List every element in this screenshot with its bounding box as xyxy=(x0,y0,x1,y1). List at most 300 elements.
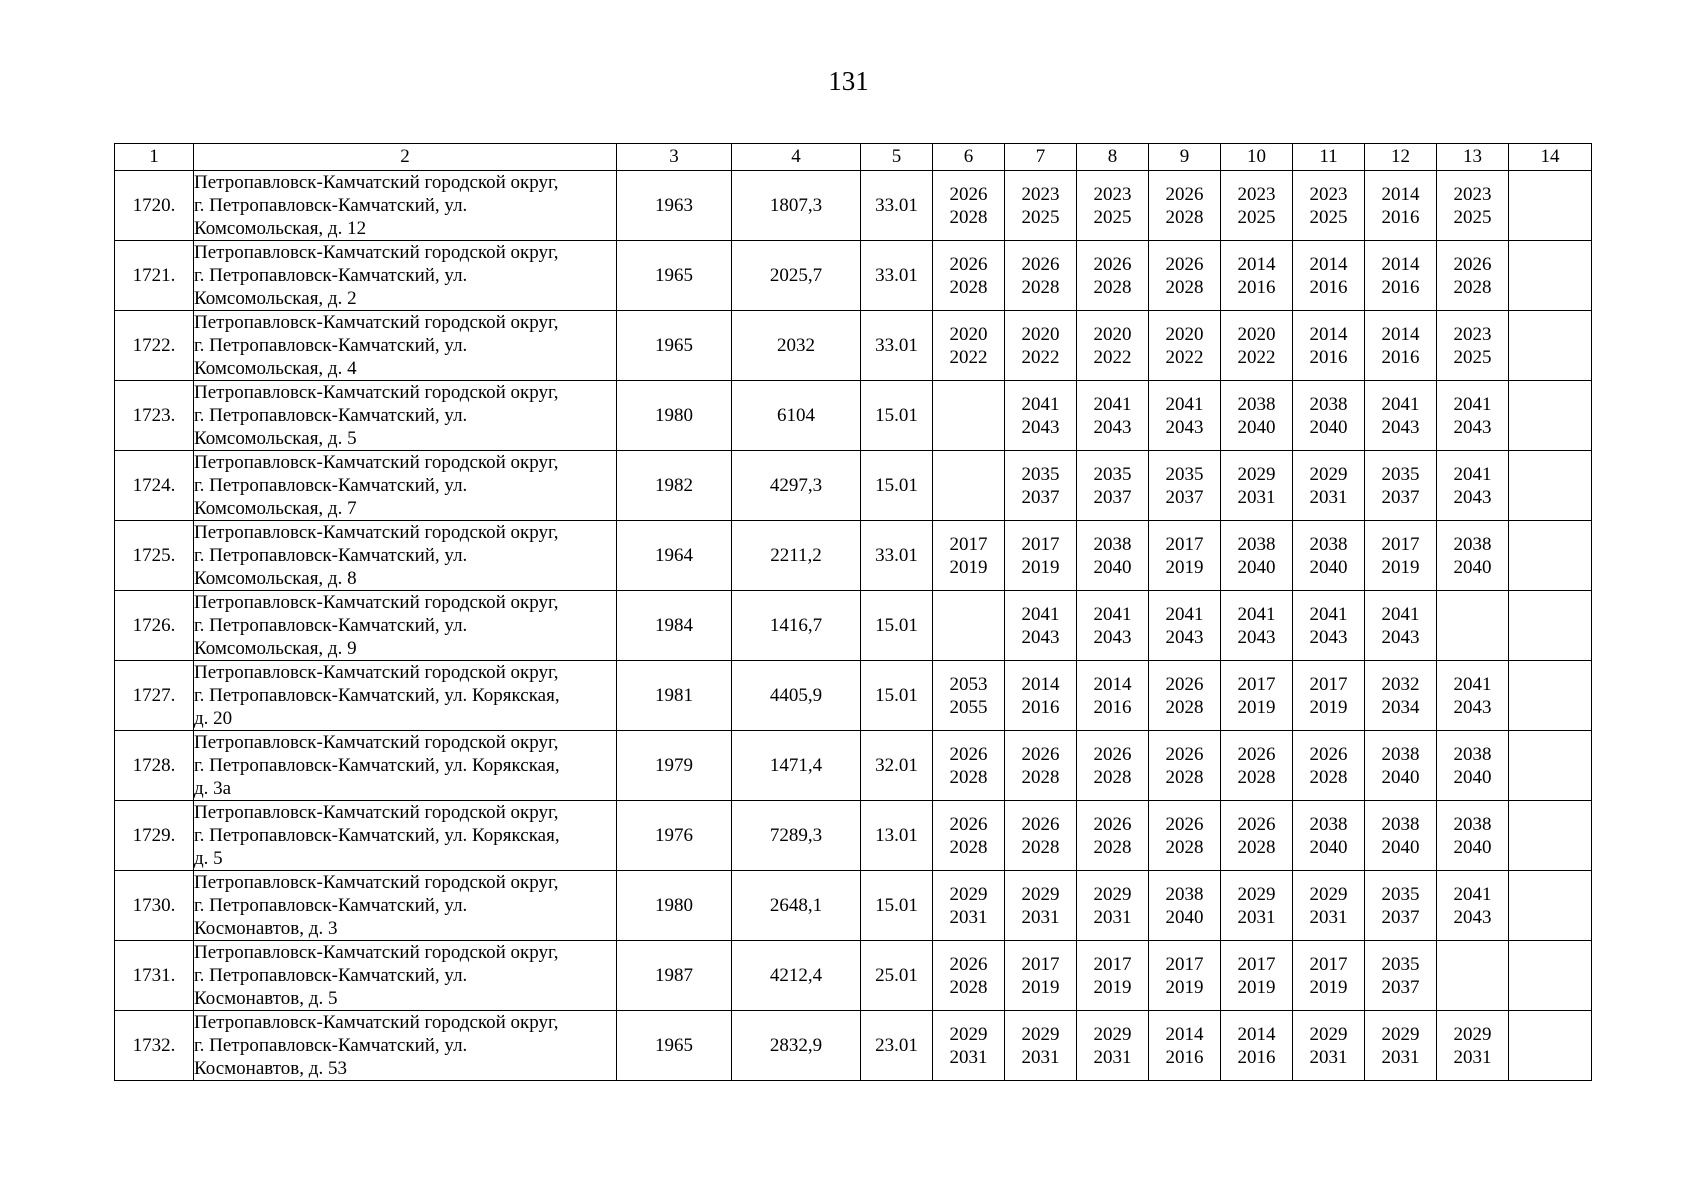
period-year: 2038 xyxy=(1093,533,1132,555)
period-cell xyxy=(1509,311,1592,381)
period-cell xyxy=(1293,171,1365,241)
period-cell xyxy=(1077,871,1149,941)
period-cell xyxy=(1077,521,1149,591)
address-line: д. 20 xyxy=(194,708,233,729)
period-cell xyxy=(1365,1011,1437,1081)
period-cell xyxy=(1365,801,1437,871)
area-cell: 1416,7 xyxy=(732,591,861,661)
period-cell xyxy=(1293,871,1365,941)
row-number-cell: 1729. xyxy=(115,801,194,871)
column-number-row xyxy=(115,144,1592,171)
period-year: 2031 xyxy=(1309,486,1348,508)
table-row xyxy=(115,731,1592,801)
address-line: Комсомольская, д. 9 xyxy=(194,638,357,659)
period-year: 2053 xyxy=(949,673,988,695)
period-year: 2026 xyxy=(1093,253,1132,275)
period-year: 2035 xyxy=(1381,883,1420,905)
area-cell: 4212,4 xyxy=(732,941,861,1011)
period-year: 2026 xyxy=(1021,813,1060,835)
period-year: 2017 xyxy=(1237,953,1276,975)
period-cell xyxy=(1437,241,1509,311)
period-year: 2028 xyxy=(1165,766,1204,788)
period-cell xyxy=(1293,451,1365,521)
period-year: 2041 xyxy=(1165,393,1204,415)
period-cell xyxy=(1149,731,1221,801)
period-year: 2019 xyxy=(1165,976,1204,998)
area-cell: 2032 xyxy=(732,311,861,381)
address-line: Космонавтов, д. 53 xyxy=(194,1058,347,1079)
period-year: 2023 xyxy=(1237,183,1276,205)
build-year-cell: 1984 xyxy=(617,591,732,661)
address-line: Космонавтов, д. 3 xyxy=(194,918,338,939)
period-cell xyxy=(1293,311,1365,381)
period-year: 2031 xyxy=(1309,906,1348,928)
code-cell: 15.01 xyxy=(861,381,933,451)
period-year: 2026 xyxy=(1165,743,1204,765)
period-year: 2022 xyxy=(949,346,988,368)
period-year: 2023 xyxy=(1309,183,1348,205)
period-year: 2029 xyxy=(1237,463,1276,485)
period-year: 2031 xyxy=(1093,906,1132,928)
period-year: 2037 xyxy=(1093,486,1132,508)
period-year: 2043 xyxy=(1093,416,1132,438)
period-year: 2026 xyxy=(1237,813,1276,835)
table-row xyxy=(115,381,1592,451)
period-cell xyxy=(1509,171,1592,241)
period-year: 2026 xyxy=(949,743,988,765)
period-cell xyxy=(1221,941,1293,1011)
period-year: 2026 xyxy=(1093,743,1132,765)
address-line: Комсомольская, д. 12 xyxy=(194,218,367,239)
period-cell xyxy=(1365,171,1437,241)
period-year: 2019 xyxy=(1309,976,1348,998)
period-cell xyxy=(933,171,1005,241)
period-year: 2028 xyxy=(949,206,988,228)
period-year: 2038 xyxy=(1453,533,1492,555)
period-year: 2041 xyxy=(1093,393,1132,415)
period-cell xyxy=(1077,241,1149,311)
period-cell xyxy=(1149,381,1221,451)
period-cell xyxy=(1005,521,1077,591)
period-year: 2023 xyxy=(1021,183,1060,205)
period-year: 2043 xyxy=(1381,416,1420,438)
period-year: 2040 xyxy=(1453,766,1492,788)
code-cell: 32.01 xyxy=(861,731,933,801)
address-cell xyxy=(194,1011,617,1081)
code-cell: 25.01 xyxy=(861,941,933,1011)
period-cell xyxy=(1005,801,1077,871)
period-cell xyxy=(1221,591,1293,661)
period-cell xyxy=(1365,591,1437,661)
table-row xyxy=(115,591,1592,661)
period-year: 2020 xyxy=(1093,323,1132,345)
row-number-cell: 1724. xyxy=(115,451,194,521)
period-year: 2029 xyxy=(1381,1023,1420,1045)
build-year-cell: 1987 xyxy=(617,941,732,1011)
period-year: 2028 xyxy=(1165,276,1204,298)
row-number-cell: 1731. xyxy=(115,941,194,1011)
period-year: 2031 xyxy=(1021,1046,1060,1068)
period-year: 2014 xyxy=(1237,253,1276,275)
period-year: 2017 xyxy=(1309,953,1348,975)
period-year: 2031 xyxy=(1381,1046,1420,1068)
period-year: 2040 xyxy=(1093,556,1132,578)
period-cell xyxy=(1437,871,1509,941)
address-cell xyxy=(194,241,617,311)
area-cell: 1471,4 xyxy=(732,731,861,801)
period-year: 2029 xyxy=(1309,883,1348,905)
address-cell xyxy=(194,661,617,731)
address-line: Космонавтов, д. 5 xyxy=(194,988,338,1009)
build-year-cell: 1964 xyxy=(617,521,732,591)
period-year: 2028 xyxy=(1237,766,1276,788)
code-cell: 33.01 xyxy=(861,311,933,381)
period-cell xyxy=(1437,1011,1509,1081)
address-line: Петропавловск-Камчатский городской округ, xyxy=(194,1012,559,1033)
period-year: 2017 xyxy=(1093,953,1132,975)
area-cell: 2211,2 xyxy=(732,521,861,591)
period-year: 2038 xyxy=(1237,393,1276,415)
row-number-cell: 1723. xyxy=(115,381,194,451)
period-year: 2019 xyxy=(1237,696,1276,718)
period-cell xyxy=(1149,311,1221,381)
build-year-cell: 1979 xyxy=(617,731,732,801)
period-year: 2023 xyxy=(1093,183,1132,205)
period-cell xyxy=(1077,591,1149,661)
period-cell xyxy=(1293,241,1365,311)
period-cell xyxy=(1365,661,1437,731)
address-cell xyxy=(194,731,617,801)
column-number-header: 2 xyxy=(194,144,617,171)
address-line: Петропавловск-Камчатский городской округ, xyxy=(194,382,559,403)
period-year: 2029 xyxy=(1309,463,1348,485)
period-year: 2043 xyxy=(1021,416,1060,438)
period-cell xyxy=(1221,451,1293,521)
code-cell: 33.01 xyxy=(861,171,933,241)
period-year: 2035 xyxy=(1381,463,1420,485)
period-year: 2026 xyxy=(949,253,988,275)
period-cell xyxy=(1437,661,1509,731)
period-year: 2055 xyxy=(949,696,988,718)
period-cell xyxy=(1293,801,1365,871)
address-line: д. 5 xyxy=(194,848,223,869)
code-cell: 15.01 xyxy=(861,591,933,661)
period-year: 2035 xyxy=(1093,463,1132,485)
period-cell xyxy=(933,451,1005,521)
column-number-header: 1 xyxy=(115,144,194,171)
address-cell xyxy=(194,941,617,1011)
period-year: 2020 xyxy=(1021,323,1060,345)
address-line: г. Петропавловск-Камчатский, ул. xyxy=(194,965,468,986)
column-number-header: 13 xyxy=(1437,144,1509,171)
period-cell xyxy=(1005,311,1077,381)
period-cell xyxy=(1293,731,1365,801)
period-year: 2037 xyxy=(1381,486,1420,508)
period-year: 2043 xyxy=(1453,486,1492,508)
period-year: 2019 xyxy=(1237,976,1276,998)
code-cell: 13.01 xyxy=(861,801,933,871)
period-cell xyxy=(1437,311,1509,381)
period-year: 2017 xyxy=(1165,953,1204,975)
period-cell xyxy=(1509,591,1592,661)
address-line: Петропавловск-Камчатский городской округ, xyxy=(194,522,559,543)
column-number-header: 4 xyxy=(732,144,861,171)
period-cell xyxy=(1365,871,1437,941)
period-cell xyxy=(1365,731,1437,801)
period-year: 2041 xyxy=(1453,393,1492,415)
period-year: 2037 xyxy=(1381,906,1420,928)
period-year: 2026 xyxy=(1021,743,1060,765)
period-year: 2022 xyxy=(1021,346,1060,368)
address-line: г. Петропавловск-Камчатский, ул. Корякская, xyxy=(194,755,560,776)
build-year-cell: 1982 xyxy=(617,451,732,521)
row-number-cell: 1728. xyxy=(115,731,194,801)
period-cell xyxy=(1365,381,1437,451)
period-year: 2029 xyxy=(1453,1023,1492,1045)
period-year: 2026 xyxy=(1453,253,1492,275)
period-year: 2014 xyxy=(1309,253,1348,275)
period-year: 2026 xyxy=(1165,183,1204,205)
period-year: 2043 xyxy=(1453,906,1492,928)
period-cell xyxy=(1005,381,1077,451)
period-year: 2025 xyxy=(1309,206,1348,228)
build-year-cell: 1980 xyxy=(617,871,732,941)
address-line: Комсомольская, д. 7 xyxy=(194,498,357,519)
row-number-cell: 1720. xyxy=(115,171,194,241)
address-line: Петропавловск-Камчатский городской округ, xyxy=(194,312,559,333)
address-line: г. Петропавловск-Камчатский, ул. xyxy=(194,615,468,636)
table-row xyxy=(115,451,1592,521)
period-cell xyxy=(933,661,1005,731)
period-cell xyxy=(933,241,1005,311)
period-cell xyxy=(1221,731,1293,801)
column-number-header: 11 xyxy=(1293,144,1365,171)
period-year: 2017 xyxy=(1021,533,1060,555)
period-year: 2016 xyxy=(1093,696,1132,718)
period-year: 2038 xyxy=(1165,883,1204,905)
period-year: 2014 xyxy=(1309,323,1348,345)
column-number-header: 8 xyxy=(1077,144,1149,171)
area-cell: 2648,1 xyxy=(732,871,861,941)
period-cell xyxy=(1077,661,1149,731)
column-number-header: 10 xyxy=(1221,144,1293,171)
period-cell xyxy=(1005,871,1077,941)
address-line: г. Петропавловск-Камчатский, ул. xyxy=(194,545,468,566)
address-cell xyxy=(194,451,617,521)
period-cell xyxy=(1365,311,1437,381)
period-year: 2028 xyxy=(1093,766,1132,788)
period-year: 2043 xyxy=(1237,626,1276,648)
period-cell xyxy=(1293,661,1365,731)
period-year: 2028 xyxy=(1093,276,1132,298)
period-year: 2031 xyxy=(949,1046,988,1068)
period-year: 2014 xyxy=(1093,673,1132,695)
period-cell xyxy=(933,311,1005,381)
period-year: 2040 xyxy=(1309,416,1348,438)
period-cell xyxy=(1077,1011,1149,1081)
code-cell: 15.01 xyxy=(861,871,933,941)
period-year: 2023 xyxy=(1453,183,1492,205)
address-line: г. Петропавловск-Камчатский, ул. xyxy=(194,405,468,426)
period-year: 2026 xyxy=(1093,813,1132,835)
period-cell xyxy=(1509,941,1592,1011)
period-year: 2041 xyxy=(1021,393,1060,415)
period-cell xyxy=(1509,521,1592,591)
row-number-cell: 1721. xyxy=(115,241,194,311)
address-cell xyxy=(194,871,617,941)
period-year: 2029 xyxy=(1237,883,1276,905)
period-year: 2017 xyxy=(1237,673,1276,695)
period-year: 2028 xyxy=(1237,836,1276,858)
period-year: 2034 xyxy=(1381,696,1420,718)
period-year: 2035 xyxy=(1381,953,1420,975)
period-cell xyxy=(1221,1011,1293,1081)
period-year: 2038 xyxy=(1381,743,1420,765)
period-cell xyxy=(1221,311,1293,381)
period-year: 2020 xyxy=(1237,323,1276,345)
period-year: 2038 xyxy=(1237,533,1276,555)
period-year: 2025 xyxy=(1237,206,1276,228)
table-row xyxy=(115,311,1592,381)
address-line: Петропавловск-Камчатский городской округ, xyxy=(194,942,559,963)
period-year: 2043 xyxy=(1453,696,1492,718)
address-line: Комсомольская, д. 4 xyxy=(194,358,357,379)
period-year: 2014 xyxy=(1237,1023,1276,1045)
table-row xyxy=(115,1011,1592,1081)
period-year: 2025 xyxy=(1093,206,1132,228)
period-year: 2038 xyxy=(1309,813,1348,835)
table-row xyxy=(115,241,1592,311)
period-cell xyxy=(1437,591,1509,661)
column-number-header: 3 xyxy=(617,144,732,171)
period-year: 2041 xyxy=(1021,603,1060,625)
area-cell: 2832,9 xyxy=(732,1011,861,1081)
period-cell xyxy=(1005,1011,1077,1081)
area-cell: 4405,9 xyxy=(732,661,861,731)
address-cell xyxy=(194,521,617,591)
period-cell xyxy=(1149,661,1221,731)
period-year: 2035 xyxy=(1165,463,1204,485)
period-year: 2019 xyxy=(1021,556,1060,578)
period-year: 2031 xyxy=(1309,1046,1348,1068)
period-cell xyxy=(1149,171,1221,241)
period-year: 2014 xyxy=(1165,1023,1204,1045)
period-year: 2031 xyxy=(949,906,988,928)
address-line: г. Петропавловск-Камчатский, ул. xyxy=(194,335,468,356)
period-cell xyxy=(1005,661,1077,731)
period-cell xyxy=(1149,521,1221,591)
period-year: 2041 xyxy=(1381,603,1420,625)
period-year: 2029 xyxy=(1021,1023,1060,1045)
address-line: г. Петропавловск-Камчатский, ул. Корякская, xyxy=(194,825,560,846)
period-year: 2031 xyxy=(1453,1046,1492,1068)
period-cell xyxy=(1149,801,1221,871)
period-year: 2031 xyxy=(1237,486,1276,508)
address-cell xyxy=(194,381,617,451)
period-year: 2025 xyxy=(1453,206,1492,228)
area-cell: 7289,3 xyxy=(732,801,861,871)
area-cell: 1807,3 xyxy=(732,171,861,241)
period-cell xyxy=(1005,941,1077,1011)
period-year: 2017 xyxy=(1309,673,1348,695)
period-cell xyxy=(1509,241,1592,311)
code-cell: 23.01 xyxy=(861,1011,933,1081)
period-cell xyxy=(1077,171,1149,241)
period-cell xyxy=(1005,731,1077,801)
period-year: 2040 xyxy=(1453,556,1492,578)
address-line: Петропавловск-Камчатский городской округ, xyxy=(194,452,559,473)
period-year: 2038 xyxy=(1453,813,1492,835)
period-year: 2028 xyxy=(1021,836,1060,858)
period-year: 2040 xyxy=(1165,906,1204,928)
period-cell xyxy=(1149,941,1221,1011)
column-number-header: 5 xyxy=(861,144,933,171)
period-year: 2041 xyxy=(1309,603,1348,625)
period-year: 2020 xyxy=(949,323,988,345)
period-year: 2043 xyxy=(1165,626,1204,648)
period-year: 2040 xyxy=(1309,556,1348,578)
period-year: 2029 xyxy=(1309,1023,1348,1045)
period-year: 2020 xyxy=(1165,323,1204,345)
address-line: Комсомольская, д. 8 xyxy=(194,568,357,589)
period-cell xyxy=(1509,871,1592,941)
address-cell xyxy=(194,801,617,871)
period-cell xyxy=(933,1011,1005,1081)
period-year: 2014 xyxy=(1381,183,1420,205)
period-cell xyxy=(933,731,1005,801)
period-cell xyxy=(1005,591,1077,661)
column-number-header: 7 xyxy=(1005,144,1077,171)
period-year: 2028 xyxy=(949,836,988,858)
period-cell xyxy=(1005,171,1077,241)
address-line: Петропавловск-Камчатский городской округ, xyxy=(194,872,559,893)
table-row xyxy=(115,171,1592,241)
build-year-cell: 1976 xyxy=(617,801,732,871)
period-year: 2026 xyxy=(1021,253,1060,275)
period-year: 2041 xyxy=(1093,603,1132,625)
period-year: 2022 xyxy=(1237,346,1276,368)
period-cell xyxy=(1077,731,1149,801)
period-cell xyxy=(1221,871,1293,941)
build-year-cell: 1965 xyxy=(617,1011,732,1081)
period-cell xyxy=(1509,731,1592,801)
table-row xyxy=(115,801,1592,871)
code-cell: 15.01 xyxy=(861,451,933,521)
period-year: 2022 xyxy=(1165,346,1204,368)
period-cell xyxy=(933,941,1005,1011)
period-cell xyxy=(1365,451,1437,521)
period-year: 2026 xyxy=(949,183,988,205)
address-line: г. Петропавловск-Камчатский, ул. xyxy=(194,895,468,916)
period-year: 2041 xyxy=(1381,393,1420,415)
period-cell xyxy=(933,801,1005,871)
address-cell xyxy=(194,311,617,381)
period-year: 2016 xyxy=(1165,1046,1204,1068)
period-year: 2019 xyxy=(1093,976,1132,998)
period-year: 2017 xyxy=(949,533,988,555)
period-cell xyxy=(1149,1011,1221,1081)
period-year: 2028 xyxy=(1453,276,1492,298)
period-cell xyxy=(1077,941,1149,1011)
period-year: 2031 xyxy=(1093,1046,1132,1068)
period-year: 2038 xyxy=(1381,813,1420,835)
period-year: 2043 xyxy=(1093,626,1132,648)
housing-register-table xyxy=(114,143,1592,1081)
period-year: 2014 xyxy=(1021,673,1060,695)
period-year: 2043 xyxy=(1453,416,1492,438)
period-year: 2028 xyxy=(1309,766,1348,788)
period-year: 2016 xyxy=(1237,276,1276,298)
